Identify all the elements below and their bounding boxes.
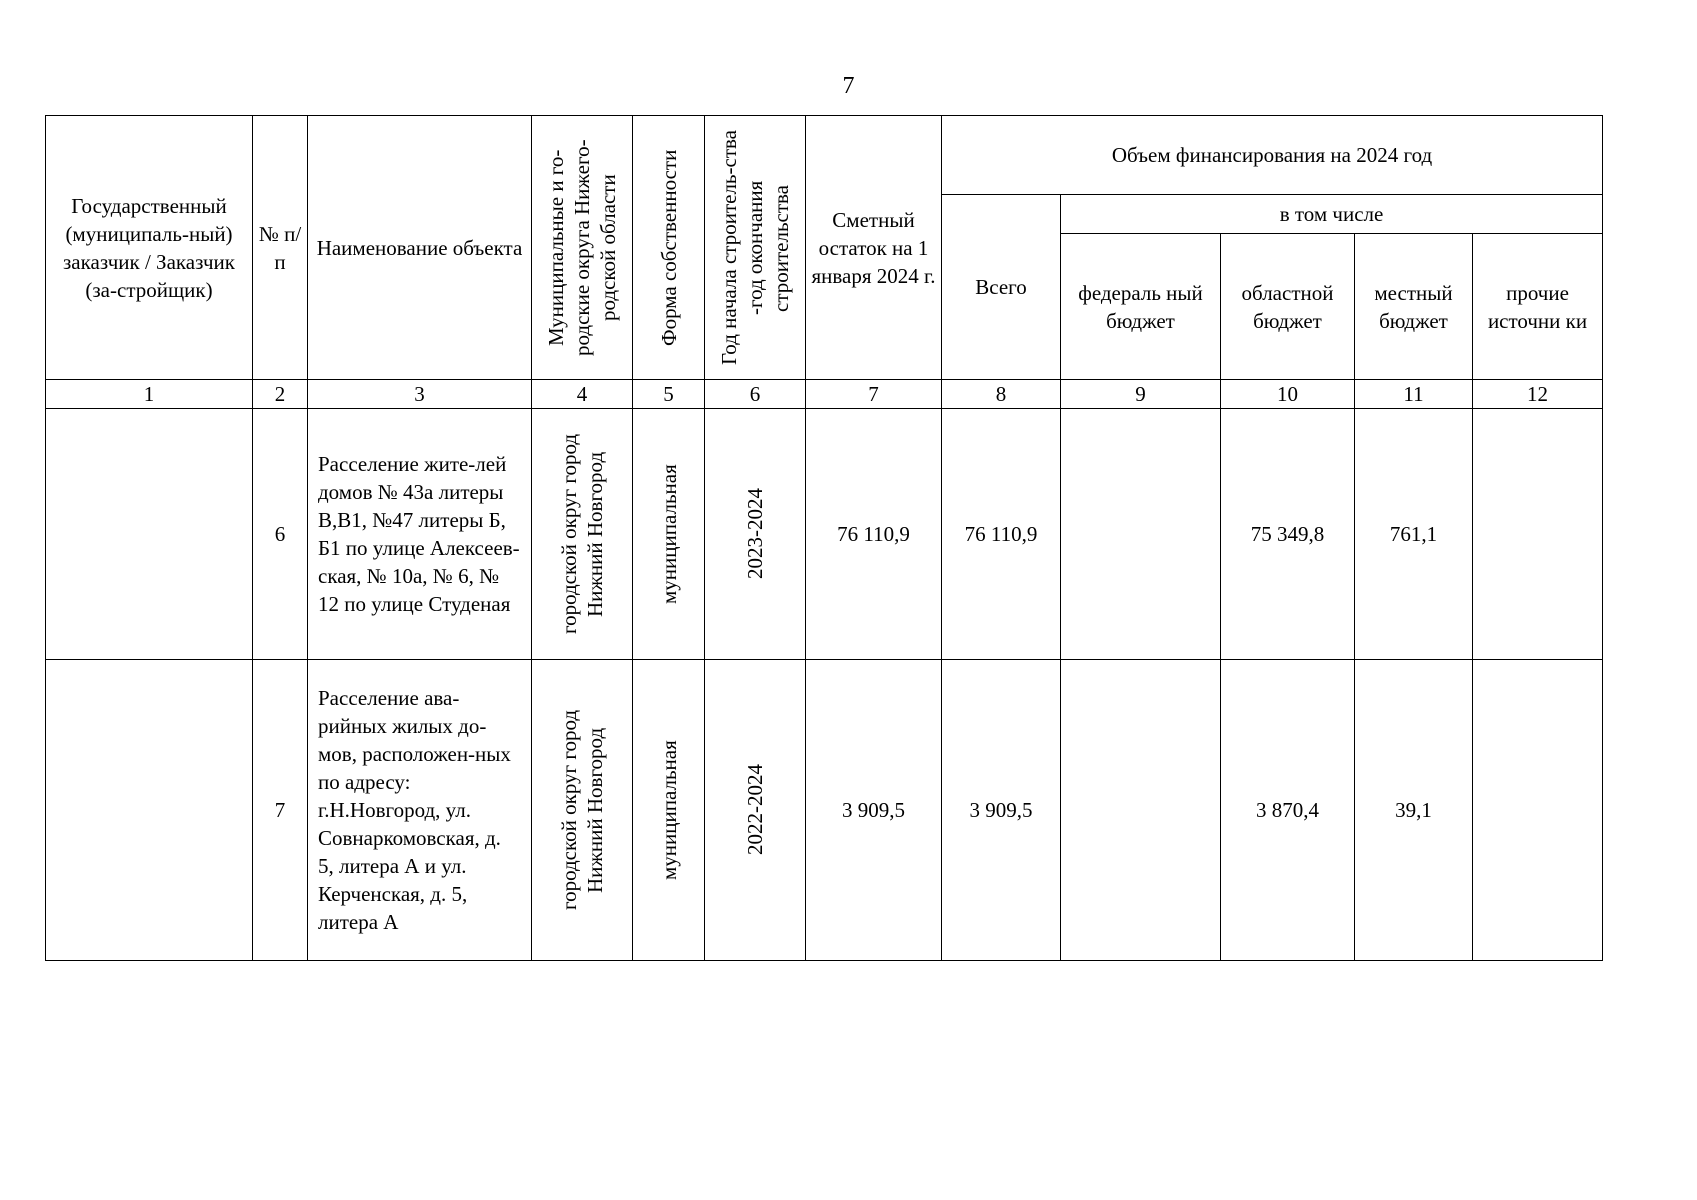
column-number: 6 bbox=[705, 380, 806, 409]
header-object-name: Наименование объекта bbox=[308, 116, 532, 380]
cell-number: 7 bbox=[253, 660, 308, 961]
column-number-row bbox=[46, 380, 1603, 409]
cell-local: 761,1 bbox=[1355, 409, 1473, 660]
cell-years: 2023-2024 bbox=[705, 409, 806, 660]
financing-table bbox=[45, 115, 1603, 961]
cell-regional: 3 870,4 bbox=[1221, 660, 1355, 961]
cell-estimate-balance: 3 909,5 bbox=[806, 660, 942, 961]
cell-estimate-balance: 76 110,9 bbox=[806, 409, 942, 660]
header-federal: федераль ный бюджет bbox=[1061, 234, 1221, 380]
header-district: Муниципальные и го-родские округа Нижего-родской области bbox=[532, 116, 633, 380]
header-total: Всего bbox=[942, 195, 1061, 380]
cell-total: 76 110,9 bbox=[942, 409, 1061, 660]
column-number: 11 bbox=[1355, 380, 1473, 409]
cell-total: 3 909,5 bbox=[942, 660, 1061, 961]
header-including: в том числе bbox=[1061, 195, 1603, 234]
header-local: местный бюджет bbox=[1355, 234, 1473, 380]
cell-number: 6 bbox=[253, 409, 308, 660]
column-number: 1 bbox=[46, 380, 253, 409]
cell-local: 39,1 bbox=[1355, 660, 1473, 961]
cell-ownership: муниципальная bbox=[633, 409, 705, 660]
column-number: 9 bbox=[1061, 380, 1221, 409]
cell-other bbox=[1473, 660, 1603, 961]
header-estimate-balance: Сметный остаток на 1 января 2024 г. bbox=[806, 116, 942, 380]
cell-ownership: муниципальная bbox=[633, 660, 705, 961]
cell-customer bbox=[46, 660, 253, 961]
cell-customer bbox=[46, 409, 253, 660]
column-number: 2 bbox=[253, 380, 308, 409]
cell-years: 2022-2024 bbox=[705, 660, 806, 961]
table-row bbox=[46, 409, 1603, 660]
page-number: 7 bbox=[842, 73, 855, 99]
header-customer: Государственный (муниципаль-ный) заказчик / Заказчик (за-стройщик) bbox=[46, 116, 253, 380]
header-row-1 bbox=[46, 116, 1603, 195]
cell-federal bbox=[1061, 660, 1221, 961]
cell-federal bbox=[1061, 409, 1221, 660]
cell-object-name: Расселение жите-лей домов № 43а литеры В,В1, №47 литеры Б, Б1 по улице Алексеев-ская, № 10а, № 6, № 12 по улице Студеная bbox=[308, 409, 532, 660]
column-number: 7 bbox=[806, 380, 942, 409]
column-number: 3 bbox=[308, 380, 532, 409]
cell-object-name: Расселение ава-рийных жилых до-мов, расположен-ных по адресу: г.Н.Новгород, ул. Совнаркомовская, д. 5, литера А и ул. Керченская, д. 5, литера А bbox=[308, 660, 532, 961]
column-number: 8 bbox=[942, 380, 1061, 409]
header-ownership: Форма собственности bbox=[633, 116, 705, 380]
header-number: № п/п bbox=[253, 116, 308, 380]
cell-district: городской округ город Нижний Новгород bbox=[532, 409, 633, 660]
table-row bbox=[46, 660, 1603, 961]
column-number: 4 bbox=[532, 380, 633, 409]
column-number: 12 bbox=[1473, 380, 1603, 409]
header-other: прочие источни ки bbox=[1473, 234, 1603, 380]
cell-other bbox=[1473, 409, 1603, 660]
cell-district: городской округ город Нижний Новгород bbox=[532, 660, 633, 961]
column-number: 10 bbox=[1221, 380, 1355, 409]
column-number: 5 bbox=[633, 380, 705, 409]
header-funding-group: Объем финансирования на 2024 год bbox=[942, 116, 1603, 195]
cell-regional: 75 349,8 bbox=[1221, 409, 1355, 660]
header-years: Год начала строитель-ства -год окончания строительства bbox=[705, 116, 806, 380]
header-regional: областной бюджет bbox=[1221, 234, 1355, 380]
